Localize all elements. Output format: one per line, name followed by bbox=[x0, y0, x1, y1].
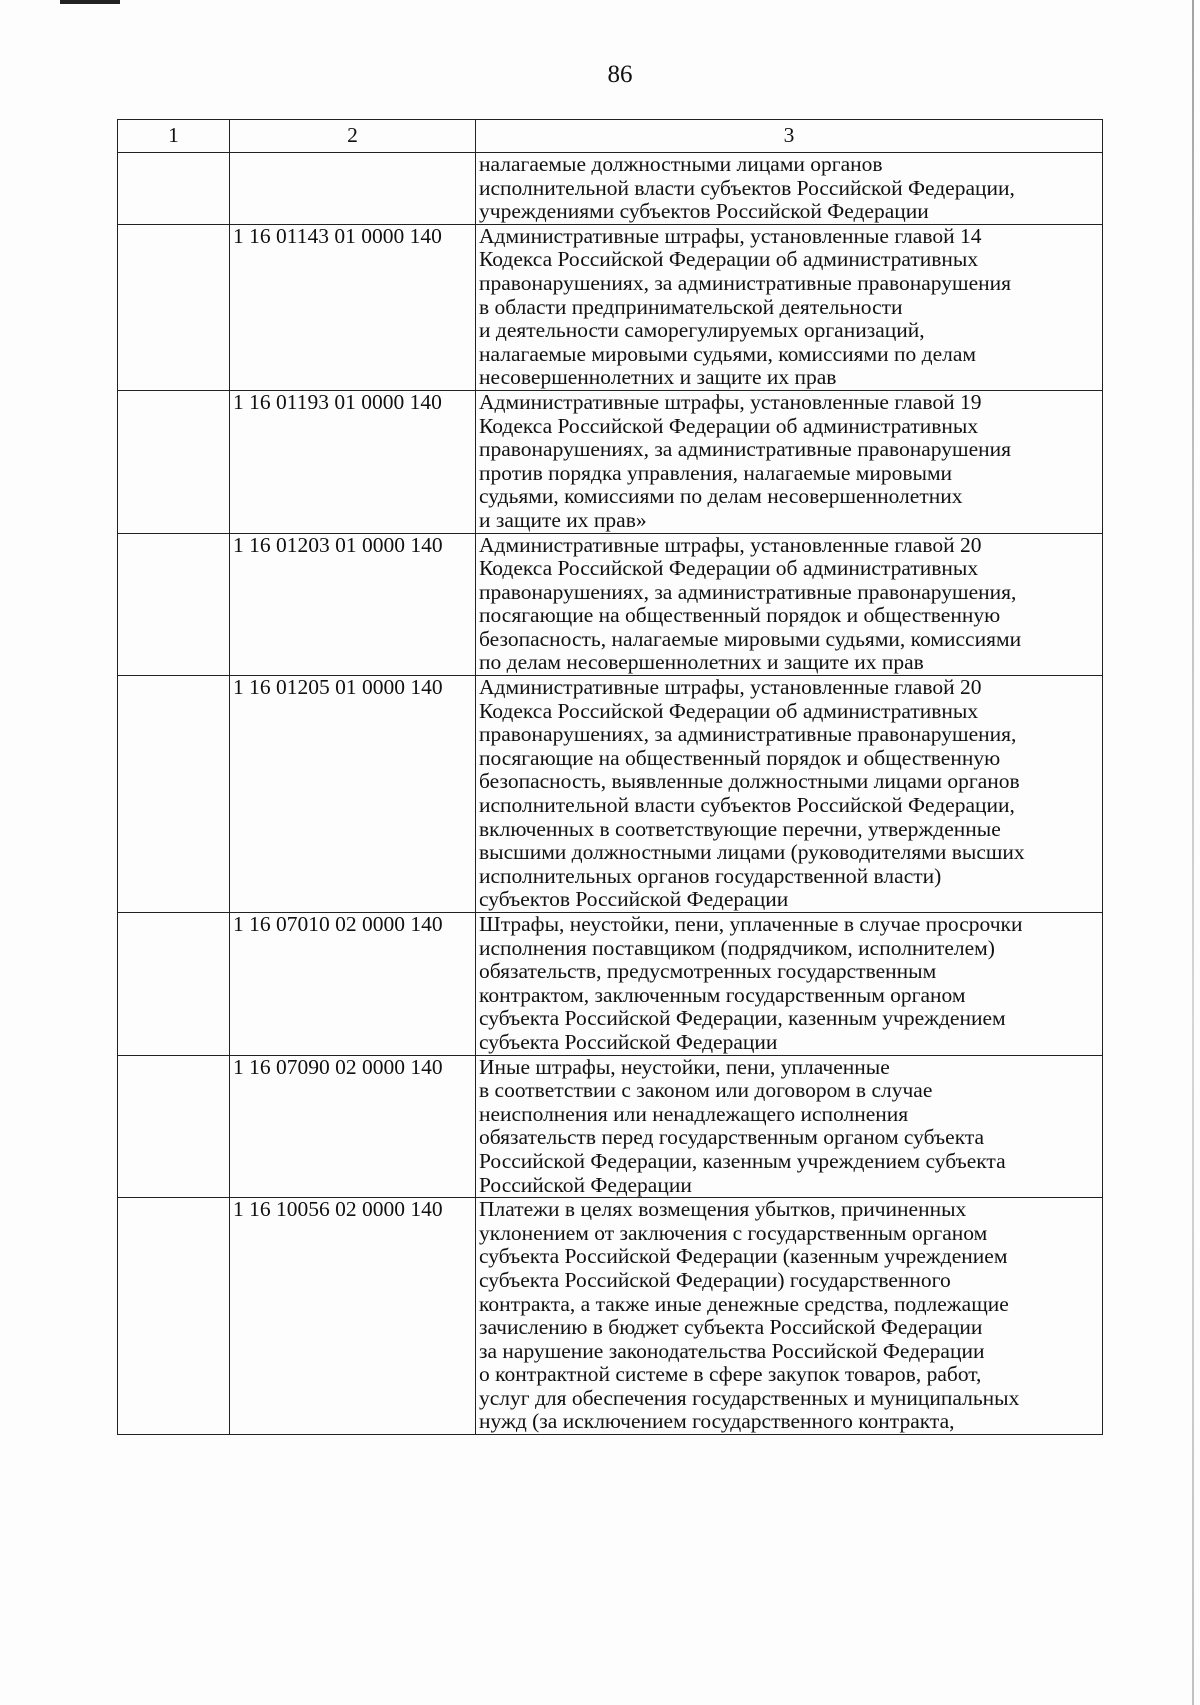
row-code-cell: 1 16 01143 01 0000 140 bbox=[230, 224, 476, 390]
row-description-cell: Административные штрафы, установленные главой 14 Кодекса Российской Федерации об административных правонарушениях, за административные правонарушения в области предпринимательской деятельности и деятельности саморегулируемых организаций, налагаемые мировыми судьями, комиссиями по делам несовершеннолетних и защите их прав bbox=[476, 224, 1103, 390]
table-row bbox=[118, 676, 1103, 913]
row-description-cell: налагаемые должностными лицами органов исполнительной власти субъектов Российской Федерации, учреждениями субъектов Российской Федерации bbox=[476, 153, 1103, 225]
table-row bbox=[118, 390, 1103, 533]
row-description-cell: Административные штрафы, установленные главой 20 Кодекса Российской Федерации об административных правонарушениях, за административные правонарушения, посягающие на общественный порядок и общественную безопасность, выявленные должностными лицами органов исполнительной власти субъектов Российской Федерации, включенных в соответствующие перечни, утвержденные высшими должностными лицами (руководителями высших исполнительных органов государственной власти) субъектов Российской Федерации bbox=[476, 676, 1103, 913]
row-col1-cell bbox=[118, 913, 230, 1056]
row-code-cell: 1 16 01203 01 0000 140 bbox=[230, 533, 476, 676]
row-description-cell: Административные штрафы, установленные главой 20 Кодекса Российской Федерации об административных правонарушениях, за административные правонарушения, посягающие на общественный порядок и общественную безопасность, налагаемые мировыми судьями, комиссиями по делам несовершеннолетних и защите их прав bbox=[476, 533, 1103, 676]
table-row bbox=[118, 1198, 1103, 1435]
row-code-cell: 1 16 01193 01 0000 140 bbox=[230, 390, 476, 533]
row-description-cell: Административные штрафы, установленные главой 19 Кодекса Российской Федерации об административных правонарушениях, за административные правонарушения против порядка управления, налагаемые мировыми судьями, комиссиями по делам несовершеннолетних и защите их прав» bbox=[476, 390, 1103, 533]
row-code-cell: 1 16 07090 02 0000 140 bbox=[230, 1055, 476, 1198]
row-code-cell bbox=[230, 153, 476, 225]
row-description-cell: Штрафы, неустойки, пени, уплаченные в случае просрочки исполнения поставщиком (подрядчиком, исполнителем) обязательств, предусмотренных государственным контрактом, заключенным государственным органом субъекта Российской Федерации, казенным учреждением субъекта Российской Федерации bbox=[476, 913, 1103, 1056]
header-col-3: 3 bbox=[476, 120, 1103, 153]
row-col1-cell bbox=[118, 533, 230, 676]
row-col1-cell bbox=[118, 676, 230, 913]
header-col-2: 2 bbox=[230, 120, 476, 153]
table-row bbox=[118, 533, 1103, 676]
table-row bbox=[118, 224, 1103, 390]
row-col1-cell bbox=[118, 224, 230, 390]
row-description-cell: Платежи в целях возмещения убытков, причиненных уклонением от заключения с государственным органом субъекта Российской Федерации (казенным учреждением субъекта Российской Федерации) государственного контракта, а также иные денежные средства, подлежащие зачислению в бюджет субъекта Российской Федерации за нарушение законодательства Российской Федерации о контрактной системе в сфере закупок товаров, работ, услуг для обеспечения государственных и муниципальных нужд (за исключением государственного контракта, bbox=[476, 1198, 1103, 1435]
table-row bbox=[118, 153, 1103, 225]
row-col1-cell bbox=[118, 390, 230, 533]
row-col1-cell bbox=[118, 153, 230, 225]
table-header-row bbox=[118, 120, 1103, 153]
page-number: 86 bbox=[607, 61, 633, 88]
scan-edge-shadow bbox=[1192, 0, 1194, 1705]
row-description-cell: Иные штрафы, неустойки, пени, уплаченные в соответствии с законом или договором в случае неисполнения или ненадлежащего исполнения обязательств перед государственным органом субъекта Российской Федерации, казенным учреждением субъекта Российской Федерации bbox=[476, 1055, 1103, 1198]
row-code-cell: 1 16 07010 02 0000 140 bbox=[230, 913, 476, 1056]
table-row bbox=[118, 913, 1103, 1056]
table-row bbox=[118, 1055, 1103, 1198]
row-code-cell: 1 16 10056 02 0000 140 bbox=[230, 1198, 476, 1435]
header-col-1: 1 bbox=[118, 120, 230, 153]
row-col1-cell bbox=[118, 1055, 230, 1198]
scan-corner-mark bbox=[60, 0, 120, 4]
row-col1-cell bbox=[118, 1198, 230, 1435]
row-code-cell: 1 16 01205 01 0000 140 bbox=[230, 676, 476, 913]
revenue-codes-table bbox=[117, 119, 1103, 1435]
